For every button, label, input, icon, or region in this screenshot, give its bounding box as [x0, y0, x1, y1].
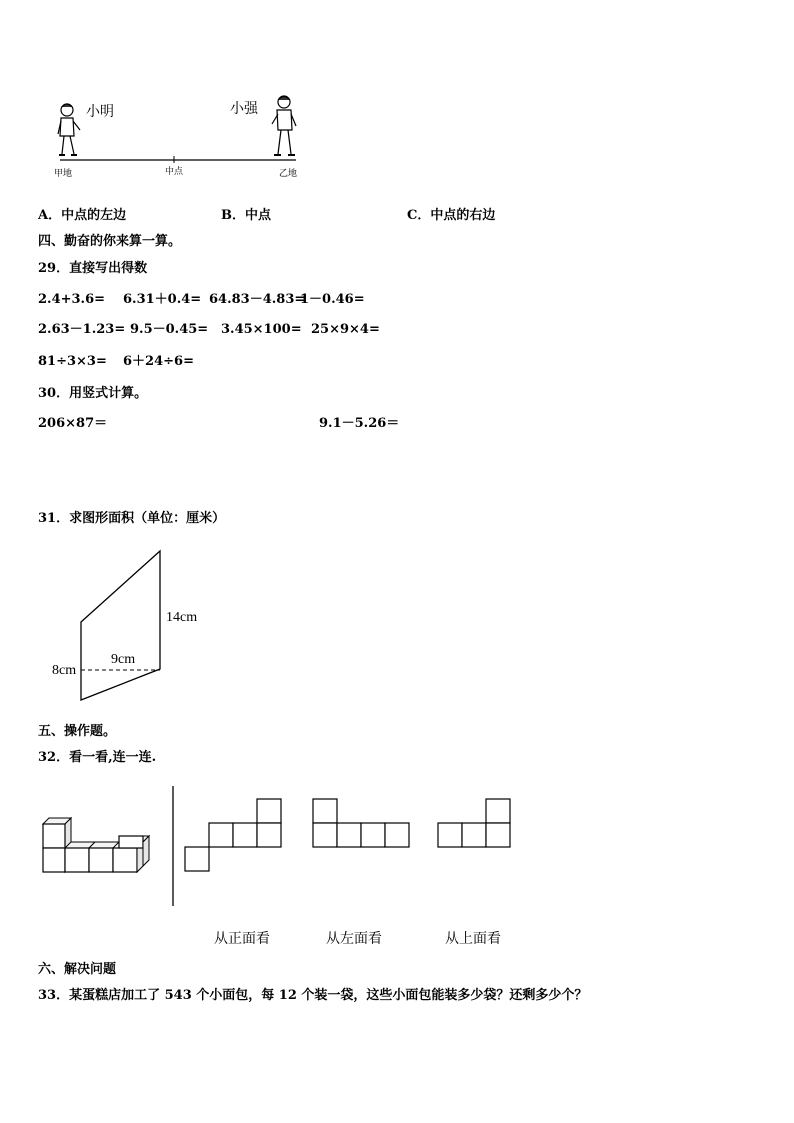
q30-item-2: 9.1－5.26＝ [319, 416, 400, 431]
view-figure-3 [436, 798, 516, 850]
option-c: C．中点的右边 [407, 208, 496, 223]
q30-item-1: 206×87＝ [38, 416, 108, 431]
view-figure-2 [312, 798, 414, 850]
calc-3-1: 81÷3×3= [38, 354, 107, 369]
q31-title: 31．求图形面积（单位：厘米） [38, 511, 226, 526]
calc-2-4: 25×9×4= [311, 322, 380, 337]
person-left-icon [58, 104, 80, 155]
q29-title: 29．直接写出得数 [38, 261, 148, 276]
q30-title: 30．用竖式计算。 [38, 386, 148, 401]
calc-2-1: 2.63－1.23= [38, 322, 126, 337]
calc-3-2: 6＋24÷6= [123, 354, 194, 369]
view-figure-1 [183, 798, 283, 874]
person-right-icon [272, 96, 296, 155]
q32-title: 32．看一看,连一连. [38, 750, 157, 765]
label-left-side: 8cm [52, 663, 77, 678]
calc-2-2: 9.5－0.45= [130, 322, 209, 337]
section-5-title: 五、操作题。 [38, 724, 117, 739]
label-point-a: 甲地 [54, 169, 73, 179]
section-6-title: 六、解决问题 [38, 962, 117, 977]
label-xiaoming: 小明 [86, 104, 114, 120]
calc-1-3: 64.83－4.83= [209, 292, 306, 307]
label-base: 9cm [111, 652, 136, 667]
label-xiaoqiang: 小强 [230, 101, 258, 117]
view-label-left: 从左面看 [326, 931, 382, 947]
cube-stack-figure [40, 818, 160, 878]
walk-diagram [50, 88, 350, 188]
label-midpoint: 中点 [165, 167, 184, 177]
option-b: B．中点 [221, 208, 271, 223]
calc-1-1: 2.4+3.6= [38, 292, 106, 307]
label-point-b: 乙地 [279, 169, 298, 179]
trapezoid-figure [40, 545, 240, 705]
calc-1-4: 1－0.46= [300, 292, 365, 307]
vertical-divider [171, 786, 175, 906]
label-height: 14cm [166, 610, 198, 625]
option-a: A．中点的左边 [38, 208, 127, 223]
calc-2-3: 3.45×100= [221, 322, 302, 337]
view-label-top: 从上面看 [445, 931, 501, 947]
calc-1-2: 6.31＋0.4= [123, 292, 202, 307]
view-label-front: 从正面看 [214, 931, 270, 947]
section-4-title: 四、勤奋的你来算一算。 [38, 234, 182, 249]
q33-title: 33．某蛋糕店加工了 543 个小面包，每 12 个装一袋，这些小面包能装多少袋？还剩多少个？ [38, 988, 588, 1003]
